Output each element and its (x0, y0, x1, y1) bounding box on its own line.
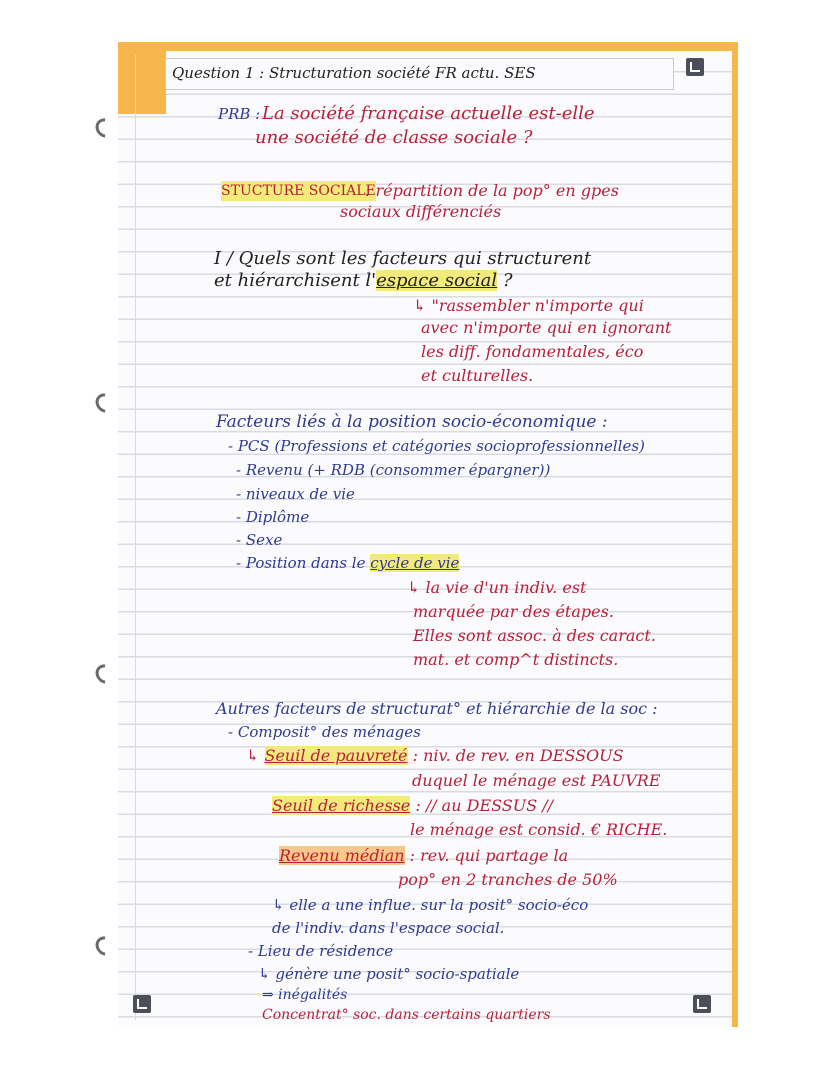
espace-social-def-4: et culturelles. (421, 366, 534, 385)
definition-line-1: : répartition de la pop° en gpes (365, 181, 619, 200)
espace-social-def-3: les diff. fondamentales, éco (421, 342, 644, 361)
espace-social-def-2: avec n'importe qui en ignorant (421, 318, 672, 337)
corner-marker-icon (133, 995, 151, 1013)
factor-revenu: - Revenu (+ RDB (consommer épargner)) (236, 461, 551, 479)
section-1-title-2 (214, 271, 513, 291)
margin-line (135, 55, 136, 1020)
espace-social-def-1: ↳ "rassembler n'importe qui (413, 296, 644, 315)
factor-cycle-vie-prefix: - Position dans le (236, 554, 371, 572)
prb-line-2: une société de classe sociale ? (255, 127, 533, 148)
other-factors-title: Autres facteurs de structurat° et hiérarchie de la soc : (216, 699, 658, 718)
prb-line-1: La société française actuelle est-elle (262, 103, 595, 124)
page-right-edge (732, 42, 738, 1027)
lieu-residence-def-2: ⇒ inégalités (262, 987, 348, 1003)
seuil-richesse-def-1: : // au DESSUS // (410, 796, 554, 815)
other-factor-composition: - Composit° des ménages (228, 723, 421, 741)
seuil-pauvrete-term: Seuil de pauvreté (264, 746, 408, 765)
binder-ring-icon (92, 933, 119, 960)
influence-line-2: de l'indiv. dans l'espace social. (272, 919, 505, 937)
lieu-residence: - Lieu de résidence (248, 942, 394, 960)
seuil-pauvrete-line-1 (246, 746, 624, 766)
factors-title: Facteurs liés à la position socio-économique : (216, 412, 608, 432)
page-corner-tab (118, 42, 166, 114)
seuil-richesse-def-2: le ménage est consid. € RICHE. (410, 820, 668, 839)
seuil-richesse-line-1 (272, 796, 553, 816)
seuil-pauvrete-def-2: duquel le ménage est PAUVRE (412, 771, 661, 790)
factor-diplome: - Diplôme (236, 508, 310, 526)
revenu-median-line-1 (279, 846, 568, 866)
lieu-residence-def-1: ↳ génère une posit° socio-spatiale (258, 965, 520, 983)
binder-ring-icon (92, 390, 119, 417)
factor-sexe: - Sexe (236, 531, 283, 549)
definition-line-2: sociaux différenciés (340, 202, 502, 221)
factor-niveaux-vie: - niveaux de vie (236, 485, 355, 503)
section-1-title-2c: ? (497, 270, 513, 291)
cycle-vie-def-1: ↳ la vie d'un indiv. est (407, 578, 587, 597)
influence-line-1: ↳ elle a une influe. sur la posit° socio-éco (272, 896, 589, 914)
seuil-pauvrete-arrow: ↳ (246, 746, 265, 765)
page-top-strip (118, 42, 738, 51)
cycle-vie-def-3: Elles sont assoc. à des caract. (413, 626, 656, 645)
revenu-median-def-1: : rev. qui partage la (404, 846, 569, 865)
cycle-de-vie-term: cycle de vie (370, 554, 460, 572)
factor-cycle-vie (236, 553, 459, 573)
seuil-pauvrete-def-1: : niv. de rev. en DESSOUS (407, 746, 624, 765)
corner-marker-icon (686, 58, 704, 76)
cycle-vie-def-2: marquée par des étapes. (413, 602, 614, 621)
binder-ring-icon (92, 661, 119, 688)
question-header: Question 1 : Structuration société FR actu. SES (172, 64, 536, 82)
lieu-residence-def-3: Concentrat° soc. dans certains quartiers (262, 1007, 551, 1023)
factor-pcs: - PCS (Professions et catégories socioprofessionnelles) (228, 437, 645, 455)
revenu-median-term: Revenu médian (279, 846, 405, 865)
cycle-vie-def-4: mat. et comp^t distincts. (413, 650, 619, 669)
espace-social-term: espace social (376, 270, 498, 291)
section-1-title-1: I / Quels sont les facteurs qui structurent (214, 248, 592, 269)
binder-ring-icon (92, 115, 119, 142)
prb-label: PRB : (218, 105, 261, 123)
definition-term: STUCTURE SOCIALE (221, 183, 376, 199)
corner-marker-icon (693, 995, 711, 1013)
seuil-richesse-term: Seuil de richesse (272, 796, 411, 815)
revenu-median-def-2: pop° en 2 tranches de 50% (398, 870, 618, 889)
section-1-title-2a: et hiérarchisent l' (214, 270, 377, 291)
